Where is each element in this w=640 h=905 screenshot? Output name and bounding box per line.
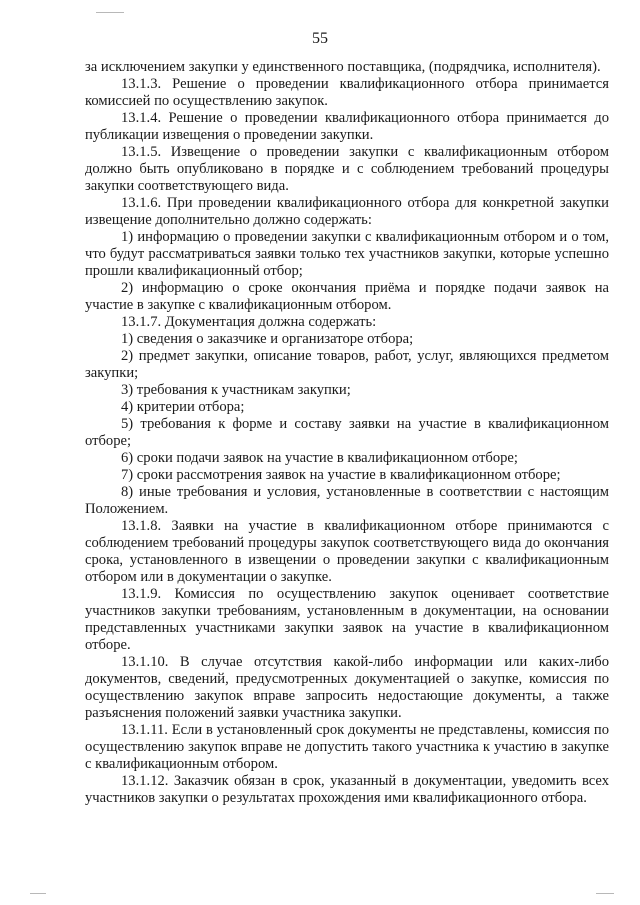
- list-item-13-1-6-1: 1) информацию о проведении закупки с квалификационным отбором и о том, что будут рассматриваться заявки только тех участников закупки, которые успешно прошли квалификационный отбор;: [85, 229, 609, 279]
- paragraph-13-1-9: 13.1.9. Комиссия по осуществлению закупок оценивает соответствие участников закупки требованиям, установленным в документации, на основании представленных участниками закупки заявок на участие в квалификационном отборе.: [85, 586, 609, 653]
- list-item-13-1-6-2: 2) информацию о сроке окончания приёма и порядке подачи заявок на участие в закупке с квалификационным отбором.: [85, 280, 609, 313]
- list-item-13-1-7-2: 2) предмет закупки, описание товаров, работ, услуг, являющихся предметом закупки;: [85, 348, 609, 381]
- paragraph-13-1-4: 13.1.4. Решение о проведении квалификационного отбора принимается до публикации извещения о проведении закупки.: [85, 110, 609, 143]
- scan-artifact-bottom-right: [596, 893, 614, 894]
- list-item-13-1-7-5: 5) требования к форме и составу заявки на участие в квалификационном отборе;: [85, 416, 609, 449]
- scan-artifact-top-left: [96, 12, 124, 13]
- paragraph-13-1-7: 13.1.7. Документация должна содержать:: [121, 314, 377, 330]
- list-item-13-1-7-8: 8) иные требования и условия, установленные в соответствии с настоящим Положением.: [85, 484, 609, 517]
- list-item-13-1-7-3: 3) требования к участникам закупки;: [121, 382, 351, 398]
- document-body: [85, 59, 609, 807]
- list-item-13-1-7-1: 1) сведения о заказчике и организаторе отбора;: [121, 331, 414, 347]
- page-number: 55: [312, 30, 328, 47]
- list-item-13-1-7-6: 6) сроки подачи заявок на участие в квалификационном отборе;: [121, 450, 518, 466]
- paragraph-13-1-8: 13.1.8. Заявки на участие в квалификационном отборе принимаются с соблюдением требований процедуры закупок соответствующего вида до окончания срока, установленного в извещении о проведении закупки с квалификационным отбором или в документации о закупке.: [85, 518, 609, 585]
- paragraph-13-1-12: 13.1.12. Заказчик обязан в срок, указанный в документации, уведомить всех участников закупки о результатах прохождения ими квалификационного отбора.: [85, 773, 609, 806]
- list-item-13-1-7-7: 7) сроки рассмотрения заявок на участие в квалификационном отборе;: [121, 467, 561, 483]
- paragraph-13-1-6: 13.1.6. При проведении квалификационного отбора для конкретной закупки извещение дополнительно должно содержать:: [85, 195, 609, 228]
- paragraph-continuation: за исключением закупки у единственного поставщика, (подрядчика, исполнителя).: [85, 59, 601, 75]
- paragraph-13-1-3: 13.1.3. Решение о проведении квалификационного отбора принимается комиссией по осуществлению закупок.: [85, 76, 609, 109]
- paragraph-13-1-11: 13.1.11. Если в установленный срок документы не представлены, комиссия по осуществлению закупок вправе не допустить такого участника к участию в закупке с квалификационным отбором.: [85, 722, 609, 772]
- scan-artifact-bottom-left: [30, 893, 46, 894]
- paragraph-13-1-10: 13.1.10. В случае отсутствия какой-либо информации или каких-либо документов, сведений, предусмотренных документацией о закупке, комиссия по осуществлению закупок вправе запросить недостающие документы, а также разъяснения положений заявки участника закупки.: [85, 654, 609, 721]
- paragraph-13-1-5: 13.1.5. Извещение о проведении закупки с квалификационным отбором должно быть опубликовано в порядке и с соблюдением требований процедуры закупки соответствующего вида.: [85, 144, 609, 194]
- list-item-13-1-7-4: 4) критерии отбора;: [121, 399, 245, 415]
